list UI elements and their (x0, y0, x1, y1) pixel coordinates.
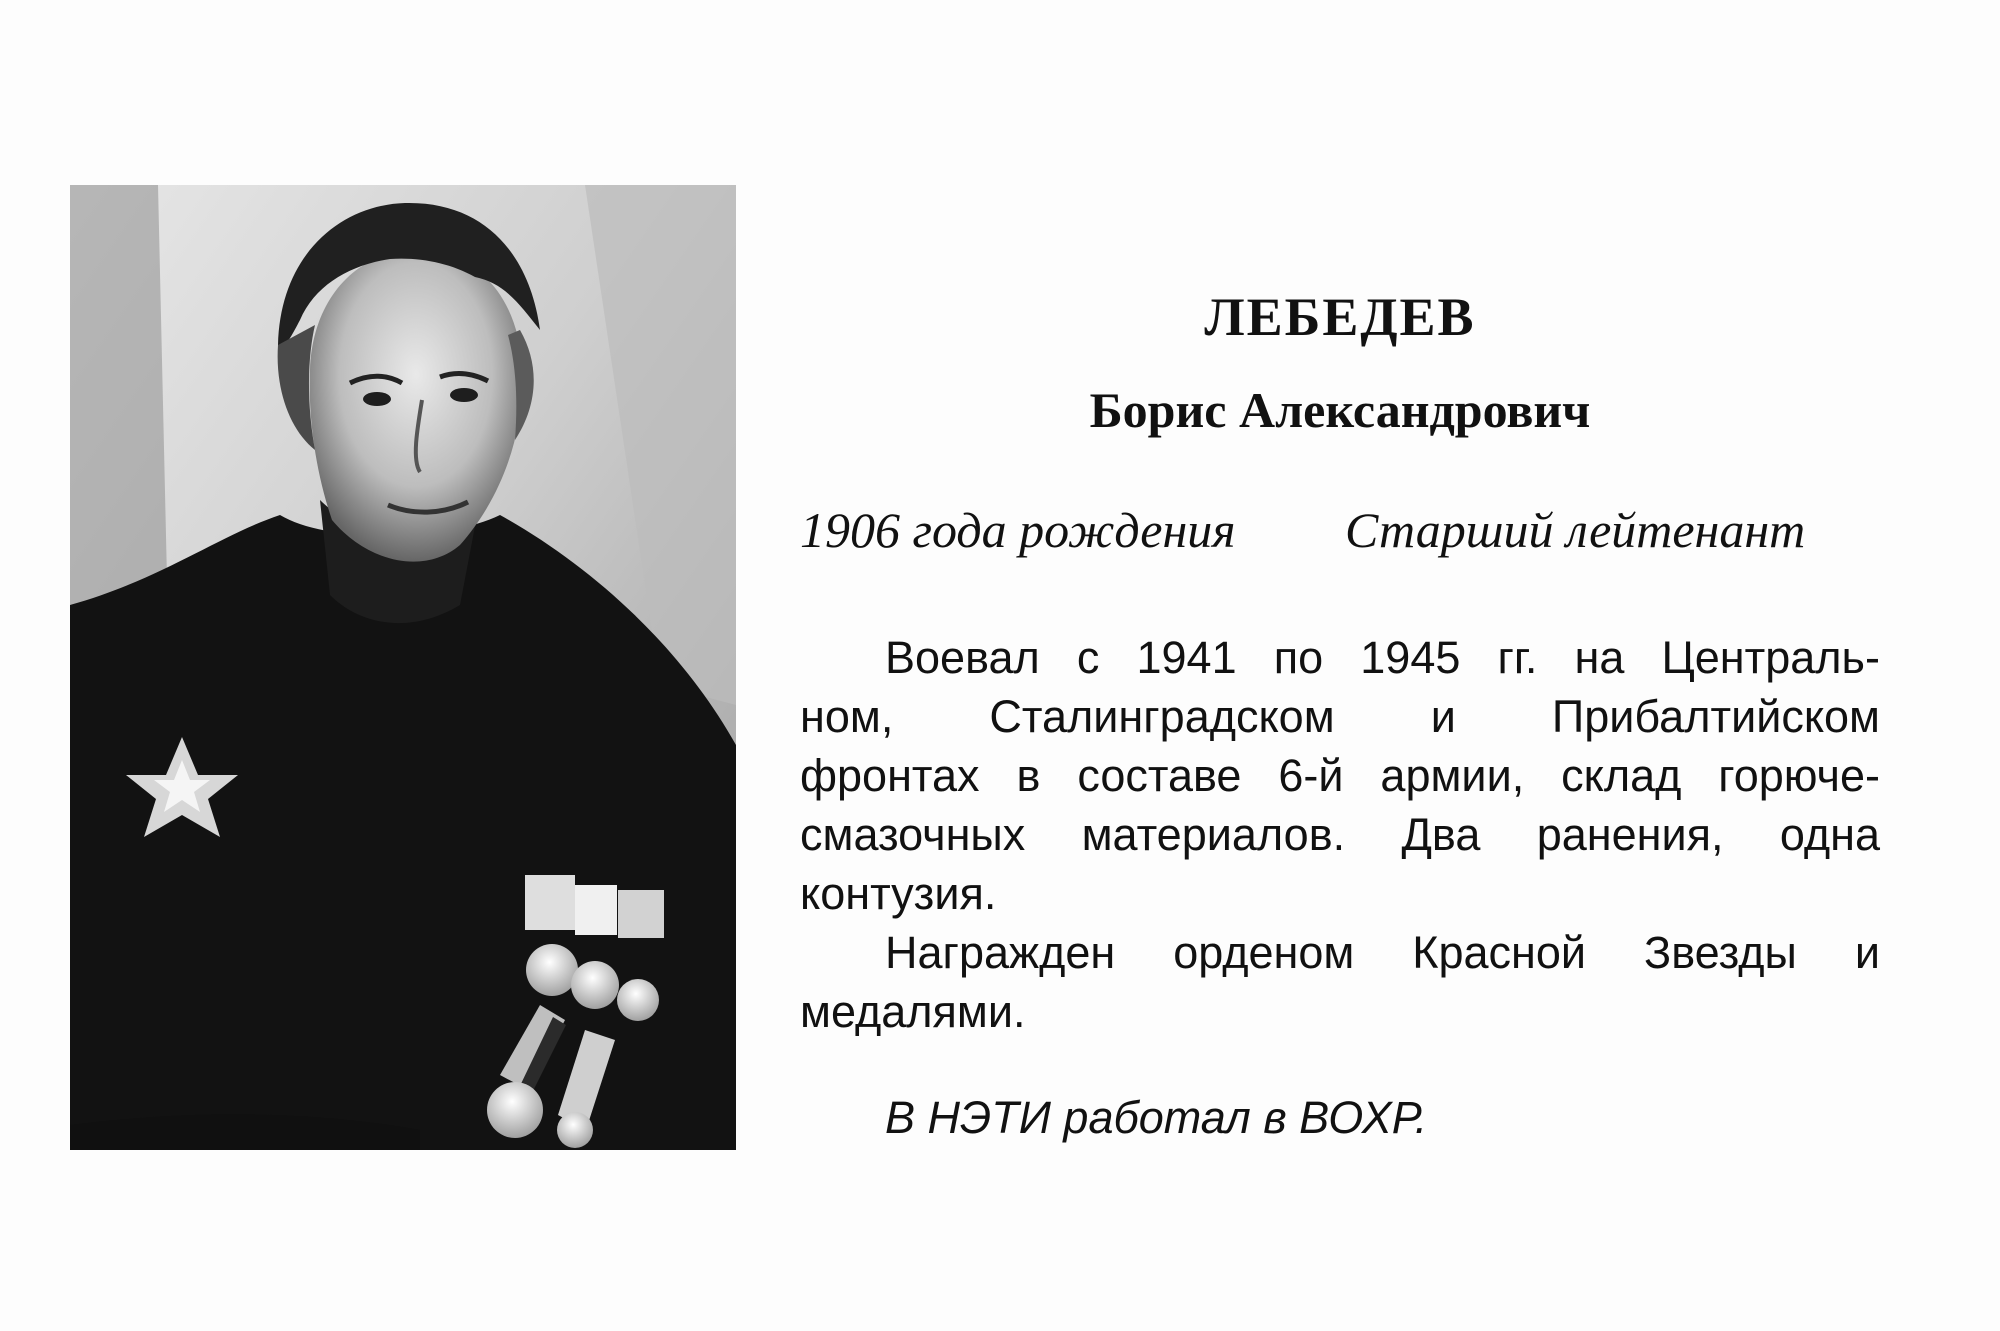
given-name: Борис Александрович (1089, 382, 1591, 438)
bio-line: медалями. (800, 986, 1026, 1037)
bio-line: Воевал с 1941 по 1945 гг. на Централь- (885, 632, 1880, 683)
bio-line: контузия. (800, 868, 997, 919)
bio-line: ном, Сталинградском и Прибалтийском (800, 691, 1880, 742)
bio-line: Награжден орденом Красной Звезды и (885, 927, 1880, 978)
birth-year-text: 1906 года рождения (800, 502, 1236, 558)
work-note: В НЭТИ работал в ВОХР. (885, 1092, 1428, 1143)
rank-text: Старший лейтенант (1345, 502, 1806, 558)
bio-line: фронтах в составе 6-й армии, склад горюче- (800, 750, 1880, 801)
surname: ЛЕБЕДЕВ (1204, 287, 1476, 347)
bio-line: смазочных материалов. Два ранения, одна (800, 809, 1880, 860)
biography-text (800, 628, 1880, 1041)
portrait-photo (70, 185, 736, 1150)
portrait-image (70, 185, 736, 1150)
meta-line (800, 502, 1880, 558)
